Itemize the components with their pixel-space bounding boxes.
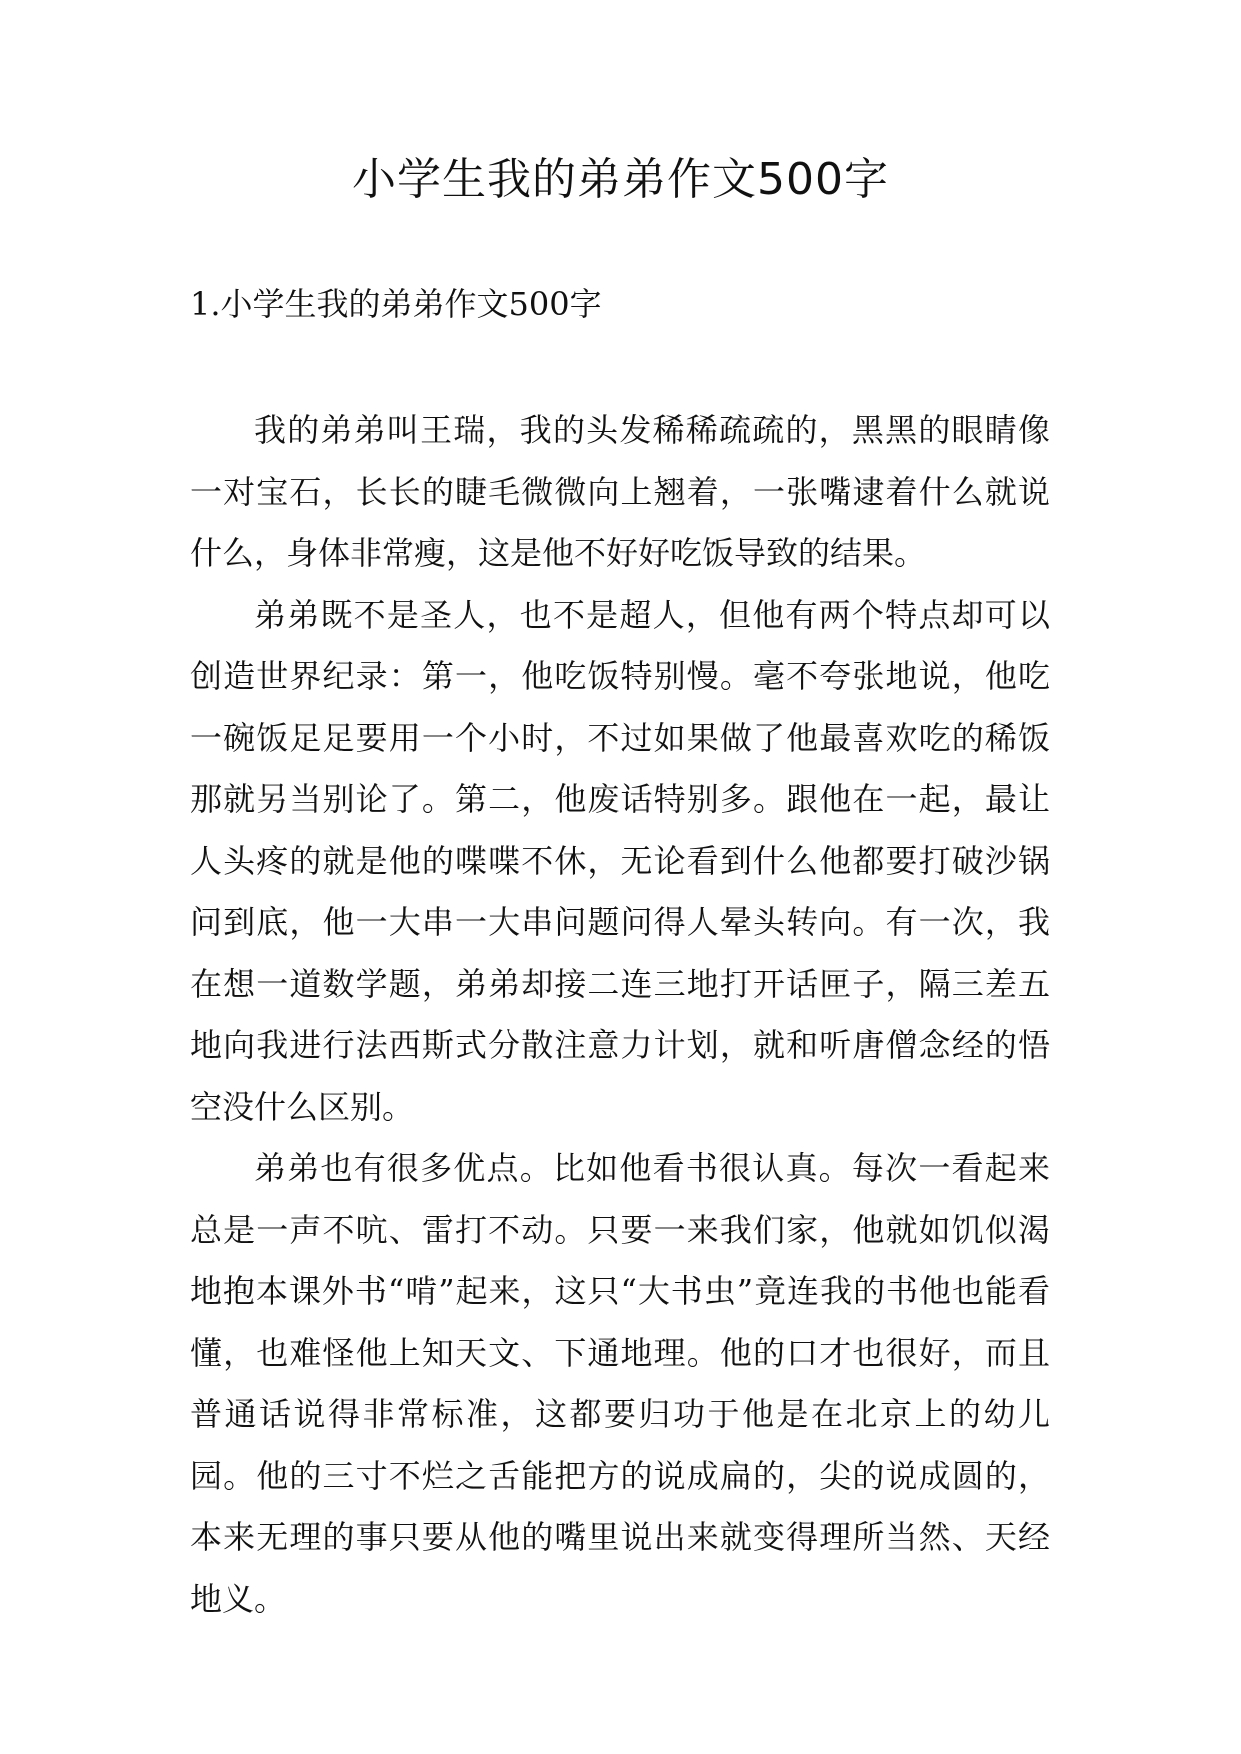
section-heading: 1.小学生我的弟弟作文500字 [190, 285, 602, 323]
paragraph-3: 弟弟也有很多优点。比如他看书很认真。每次一看起来总是一声不吭、雷打不动。只要一来我们家，他就如饥似渴地抱本课外书“啃”起来，这只“大书虫”竟连我的书他也能看懂，也难怪他上知天文、下通地理。他的口才也很好，而且普通话说得非常标准，这都要归功于他是在北京上的幼儿园。他的三寸不烂之舌能把方的说成扁的，尖的说成圆的，本来无理的事只要从他的嘴里说出来就变得理所当然、天经地义。 [190, 1149, 1050, 1618]
paragraph-2: 弟弟既不是圣人，也不是超人，但他有两个特点却可以创造世界纪录：第一，他吃饭特别慢。毫不夸张地说，他吃一碗饭足足要用一个小时，不过如果做了他最喜欢吃的稀饭那就另当别论了。第二，他废话特别多。跟他在一起，最让人头疼的就是他的喋喋不休，无论看到什么他都要打破沙锅问到底，他一大串一大串问题问得人晕头转向。有一次，我在想一道数学题，弟弟却接二连三地打开话匣子，隔三差五地向我进行法西斯式分散注意力计划，就和听唐僧念经的悟空没什么区别。 [190, 595, 1050, 1126]
document-title: 小学生我的弟弟作文500字 [352, 154, 889, 205]
paragraph-1: 我的弟弟叫王瑞，我的头发稀稀疏疏的，黑黑的眼睛像一对宝石，长长的睫毛微微向上翘着，一张嘴逮着什么就说什么，身体非常瘦，这是他不好好吃饭导致的结果。 [190, 411, 1050, 572]
essay-body [190, 400, 1050, 1630]
